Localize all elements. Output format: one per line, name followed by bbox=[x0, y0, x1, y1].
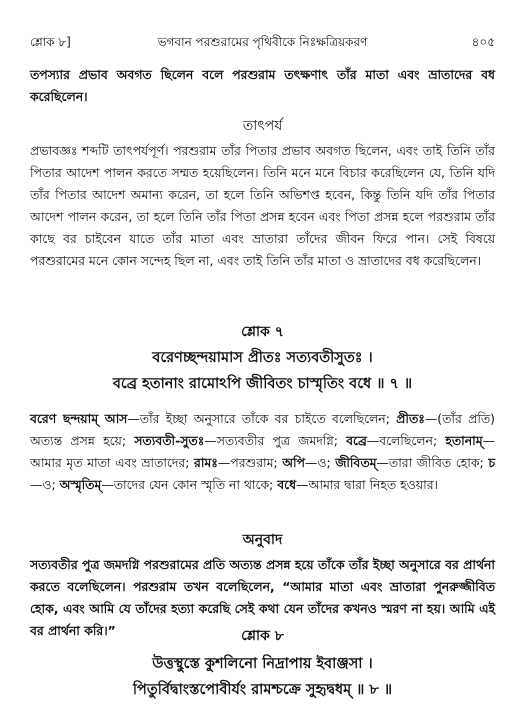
synonym-term: রামঃ bbox=[194, 455, 218, 470]
synonym-meaning: —আমার দ্বারা নিহত হওয়ার। bbox=[296, 477, 438, 492]
translation-paragraph: সত্যবতীর পুত্র জমদগ্নি পরশুরামের প্রতি অত্যন্ত প্রসন্ন হয়ে তাঁকে তাঁর ইচ্ছা অনুসারে বর প্রার্থনা করতে বলেছিলেন। পরশুরাম তখন বলেছিলেন, “আমার মাতা এবং ভ্রাতারা পুনরুজ্জীবিত হোক, এবং আমি যে তাঁদের হত্যা করেছি সেই কথা যেন তাঁদের কখনও স্মরণ না হয়। আমি এই বর প্রার্থনা করি।” bbox=[30, 557, 495, 638]
header-verse-ref: শ্লোক ৮] bbox=[30, 35, 71, 49]
header-page-number: ৪০৫ bbox=[471, 35, 495, 49]
synonym-meaning: —সত্যবতীর পুত্র জমদগ্নি; bbox=[204, 433, 347, 448]
synonym-term: সত্যবতী-সুতঃ bbox=[134, 433, 205, 448]
synonym-term: বরেণ ছন্দয়াম্ আস bbox=[30, 411, 128, 426]
synonym-meaning: —আমার মৃত মাতা এবং ভ্রাতাদের; bbox=[30, 433, 495, 470]
synonyms-paragraph bbox=[30, 408, 495, 496]
verse-8-line-1: উত্তস্থুস্তে কুশলিনো নিদ্রাপায় ইবাঞ্জসা । bbox=[152, 656, 373, 672]
synonym-term: চ bbox=[488, 455, 496, 470]
synonym-meaning: —(তাঁর প্রতি) অত্যন্ত প্রসন্ন হয়ে; bbox=[30, 411, 496, 448]
synonym-meaning: —তারা জীবিত হোক; bbox=[376, 455, 489, 470]
intro-paragraph: তপস্যার প্রভাব অবগত ছিলেন বলে পরশুরাম তৎক্ষণাৎ তাঁর মাতা এবং ভ্রাতাদের বধ করেছিলেন। bbox=[30, 67, 495, 104]
synonym-term: বধে bbox=[277, 477, 297, 492]
synonym-term: জীবিতম্ bbox=[335, 455, 377, 470]
synonym-meaning: —তাদের যেন কোন স্মৃতি না থাকে; bbox=[101, 477, 278, 492]
synonym-meaning: —ও; bbox=[304, 455, 336, 470]
synonym-term: বব্রে bbox=[346, 433, 367, 448]
synonym-term: অস্মৃতিম্ bbox=[59, 477, 102, 492]
page-header bbox=[30, 34, 495, 50]
translation-heading: অনুবাদ bbox=[242, 532, 283, 548]
header-chapter-title: ভগবান পরশুরামের পৃথিবীকে নিঃক্ষত্রিয়করণ bbox=[157, 35, 368, 49]
verse-8-heading: শ্লোক ৮ bbox=[241, 628, 284, 644]
synonym-term: অপি bbox=[282, 455, 305, 470]
synonym-meaning: —পরশুরাম; bbox=[217, 455, 283, 470]
verse-7-line-2: বব্রে হতানাং রামোঽপি জীবিতং চাস্মৃতিং বধে ॥ ৭ ॥ bbox=[112, 376, 413, 392]
verse-8-line-2: পিতুর্বিদ্বাংস্তপোবীর্যং রামশ্চক্রে সুহৃদ্বধম্ ॥ ৮ ॥ bbox=[132, 682, 393, 698]
purport-heading: তাৎপর্য bbox=[242, 118, 283, 134]
synonym-meaning: —ও; bbox=[30, 477, 60, 492]
synonym-meaning: —বলেছিলেন; bbox=[366, 433, 446, 448]
purport-paragraph: প্রভাবজ্ঞঃ শব্দটি তাৎপর্যপূর্ণ। পরশুরাম তাঁর পিতার প্রভাব অবগত ছিলেন, এবং তাই তিনি তাঁর পিতার আদেশ পালন করতে সম্মত হয়েছিলেন। তিনি মনে মনে বিচার করেছিলেন যে, তিনি যদি তাঁর পিতার আদেশ অমান্য করেন, তা হলে তিনি অভিশপ্ত হবেন, কিন্তু তিনি যদি তাঁর পিতার আদেশ পালন করেন, তা হলে তিনি তাঁর পিতা প্রসন্ন হবেন এবং পিতা প্রসন্ন হলে পরশুরাম তাঁর কাছে বর চাইবেন যাতে তাঁর মাতা এবং ভ্রাতারা তাঁদের জীবন ফিরে পান। সেই বিষয়ে পরশুরামের মনে কোন সন্দেহ ছিল না, এবং তাই তিনি তাঁর মাতা ও ভ্রাতাদের বধ করেছিলেন। bbox=[30, 143, 495, 268]
verse-7-line-1: বরেণচ্ছন্দয়ামাস প্রীতঃ সত্যবতীসুতঃ । bbox=[152, 350, 373, 366]
synonym-meaning: —তাঁর ইচ্ছা অনুসারে তাঁকে বর চাইতে বলেছিলেন; bbox=[127, 411, 397, 426]
synonym-term: হতানাম্ bbox=[445, 433, 483, 448]
synonym-term: প্রীতঃ bbox=[396, 411, 425, 426]
verse-7-heading: শ্লোক ৭ bbox=[241, 324, 284, 340]
